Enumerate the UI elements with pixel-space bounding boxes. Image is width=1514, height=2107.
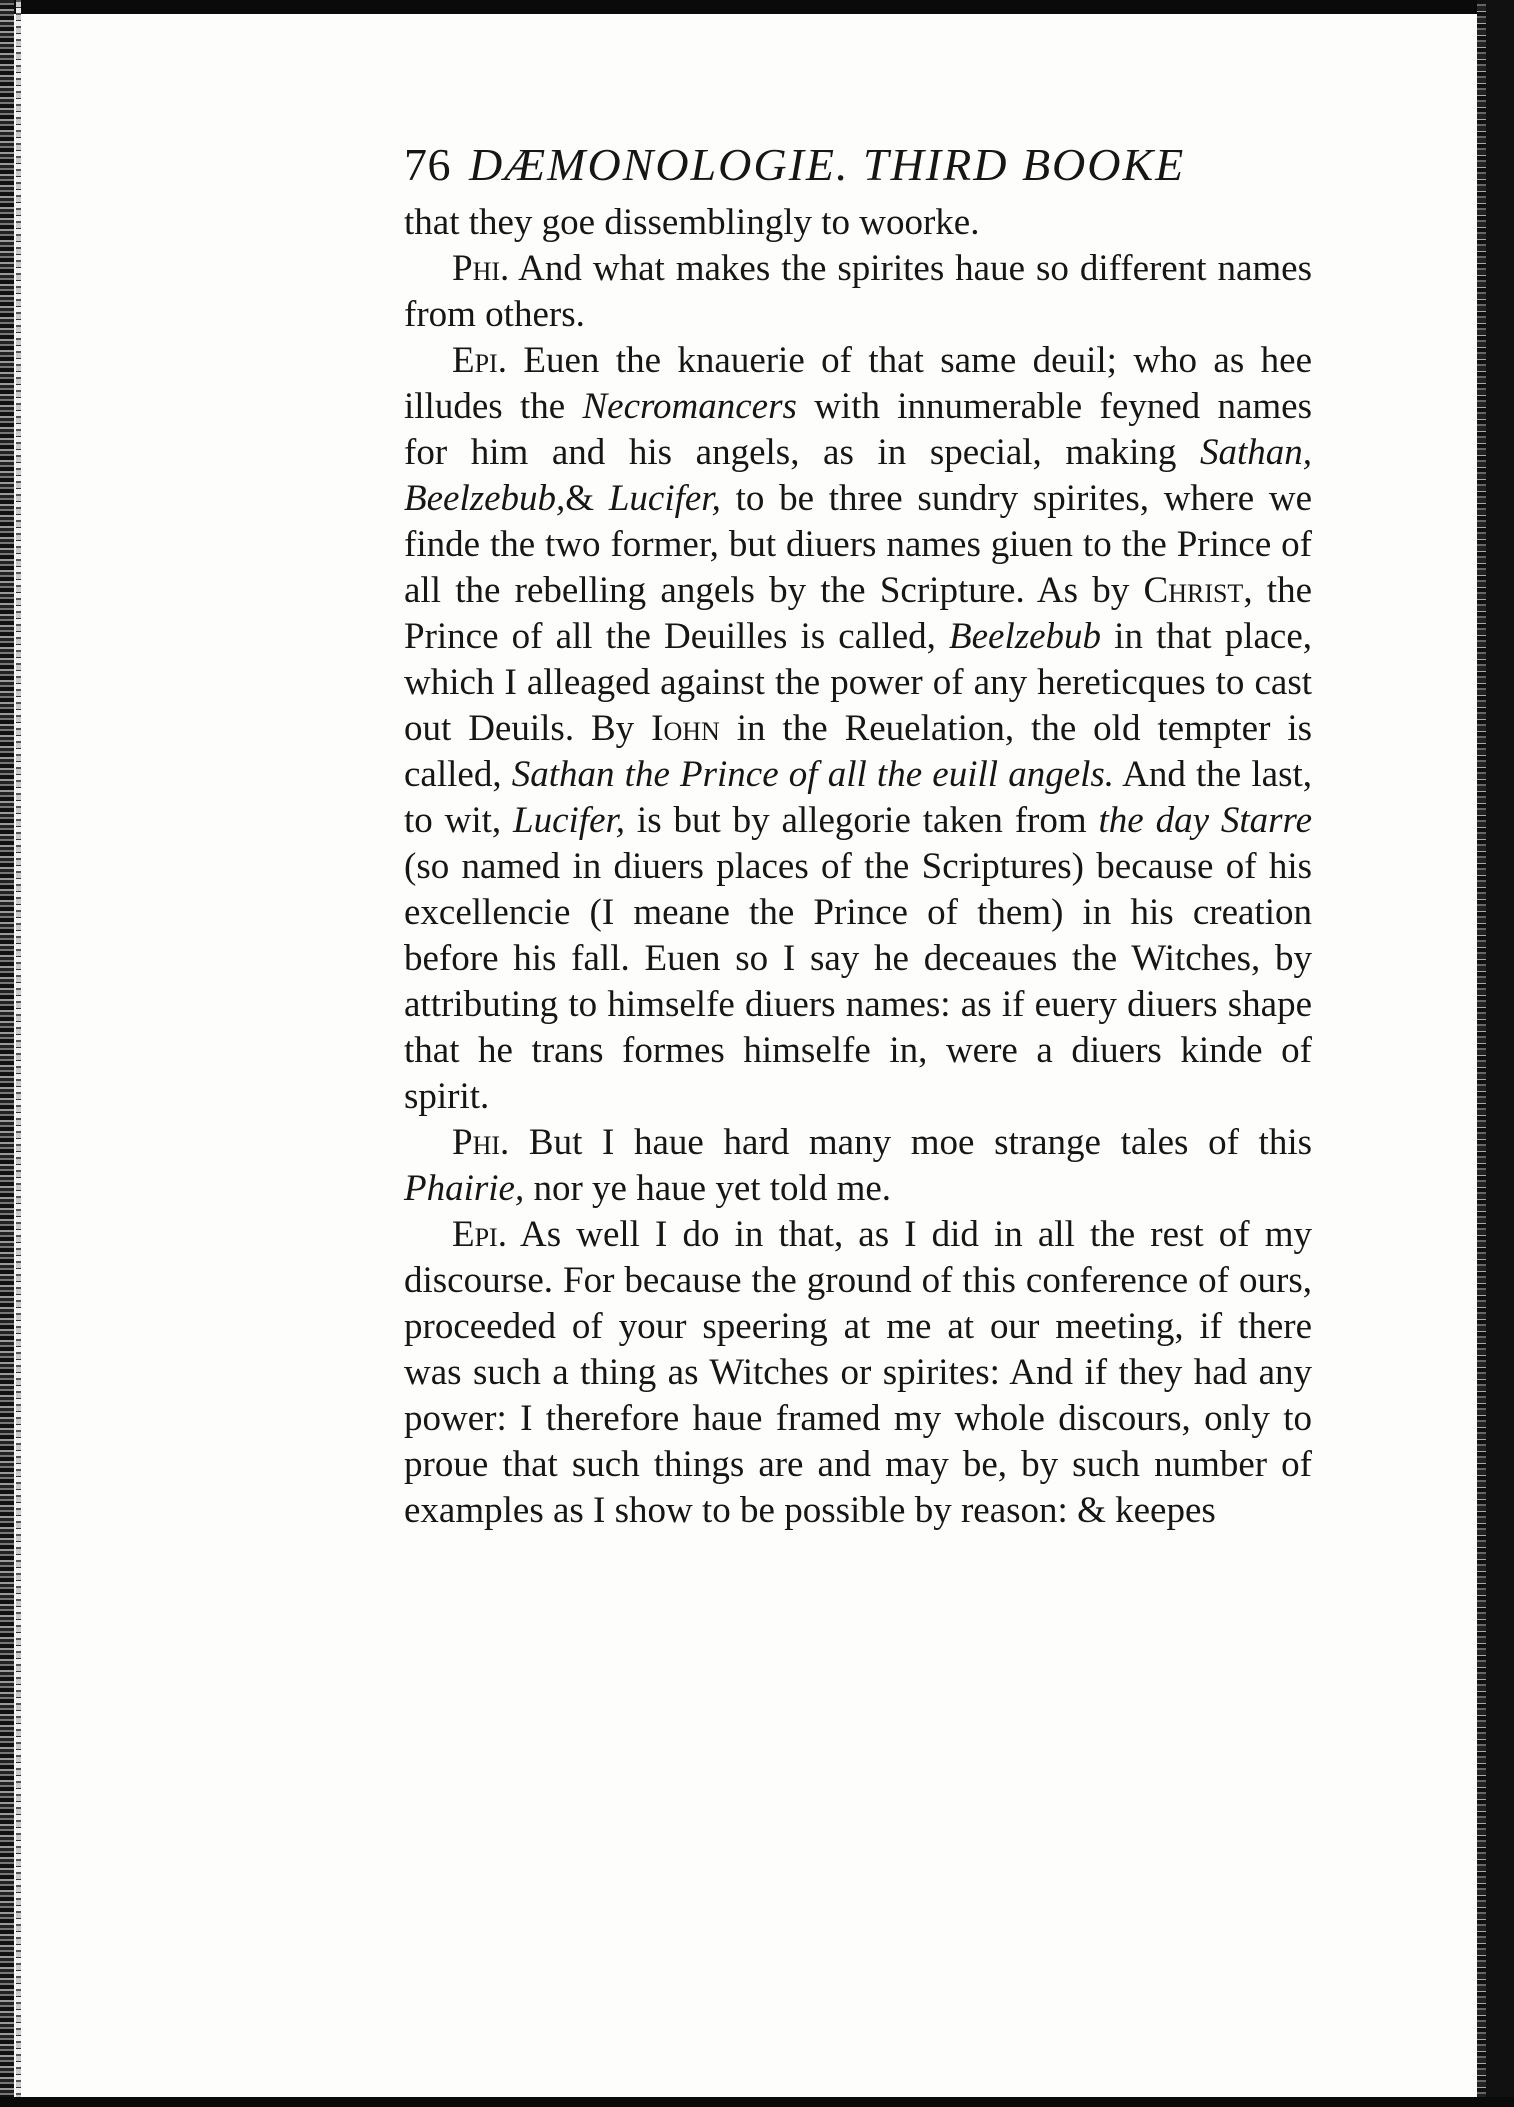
paragraph [404, 246, 1312, 338]
running-head [404, 130, 1312, 200]
text-block [404, 130, 1312, 1534]
italic-text: Sathan the Prince of all the euill angels. [511, 754, 1115, 795]
scan-border-top [0, 0, 1514, 14]
text-run: Euen the knauerie of that same deuil; who as hee illudes the [404, 340, 1312, 427]
page-gutter-left [16, 0, 21, 2107]
italic-text: Sathan, Beelzebub, [404, 432, 1312, 519]
page-number: 76 [404, 139, 451, 190]
text-run: nor ye haue yet told me. [524, 1168, 892, 1209]
italic-text: Phairie, [404, 1168, 525, 1209]
text-run: (so named in diuers places of the Scriptures) because of his excellencie (I meane the Prince of them) in his creation before his fall. Euen so I say he deceaues the Witches, by attributing to himselfe diuers names: as if euery diuers shape that he trans formes himselfe in, were a diuers kinde of spirit. [404, 846, 1312, 1117]
speaker-or-name: Iohn [651, 708, 720, 749]
speaker-or-name: Epi. [452, 1214, 507, 1255]
text-run: in the Reuelation, the old tempter is called, [404, 708, 1313, 795]
text-run: with innumerable feyned names for him and his angels, as in special, making [404, 386, 1312, 473]
text-run: And what makes the spirites haue so different names from others. [404, 248, 1312, 335]
text-run: But I haue hard many moe strange tales of this [509, 1122, 1312, 1163]
text-run: in that place, which I alleaged against the power of any hereticques to cast out Deuils. By [404, 616, 1312, 749]
italic-text: the day Starre [1098, 800, 1312, 841]
running-title: DÆMONOLOGIE. THIRD BOOKE [469, 139, 1186, 190]
speaker-or-name: Phi. [452, 248, 510, 289]
paragraph [404, 1212, 1312, 1534]
paragraph [404, 1120, 1312, 1212]
body-text [404, 200, 1312, 1534]
scan-border-right [1486, 0, 1514, 2107]
text-run: & [565, 478, 609, 519]
text-run: , the Prince of all the Deuilles is called, [404, 570, 1313, 657]
speaker-or-name: Phi. [452, 1122, 510, 1163]
page-fore-edge-right [1477, 0, 1486, 2107]
italic-text: Necromancers [582, 386, 797, 427]
italic-text: Lucifer, [513, 800, 626, 841]
scan-border-left [0, 0, 14, 2107]
scan-border-bottom [0, 2097, 1514, 2107]
text-run: is but by allegorie taken from [625, 800, 1099, 841]
text-run: As well I do in that, as I did in all the rest of my discourse. For because the ground of this conference of ours, proceeded of your speering at me at our meeting, if there was such a thing as Witches or spirites: And if they had any power: I therefore haue framed my whole discours, only to proue that such things are and may be, by such number of examples as I show to be possible by reason: & keepes [404, 1214, 1312, 1531]
text-run: that they goe dissemblingly to woorke. [404, 202, 980, 243]
paragraph [404, 338, 1312, 1120]
paragraph [404, 200, 1312, 246]
text-run: And the last, to wit, [404, 754, 1313, 841]
speaker-or-name: Christ [1143, 570, 1244, 611]
text-run: to be three sundry spirites, where we finde the two former, but diuers names giuen to the Prince of all the rebelling angels by the Scripture. As by [404, 478, 1312, 611]
italic-text: Lucifer, [608, 478, 721, 519]
italic-text: Beelzebub [949, 616, 1102, 657]
speaker-or-name: Epi. [452, 340, 507, 381]
